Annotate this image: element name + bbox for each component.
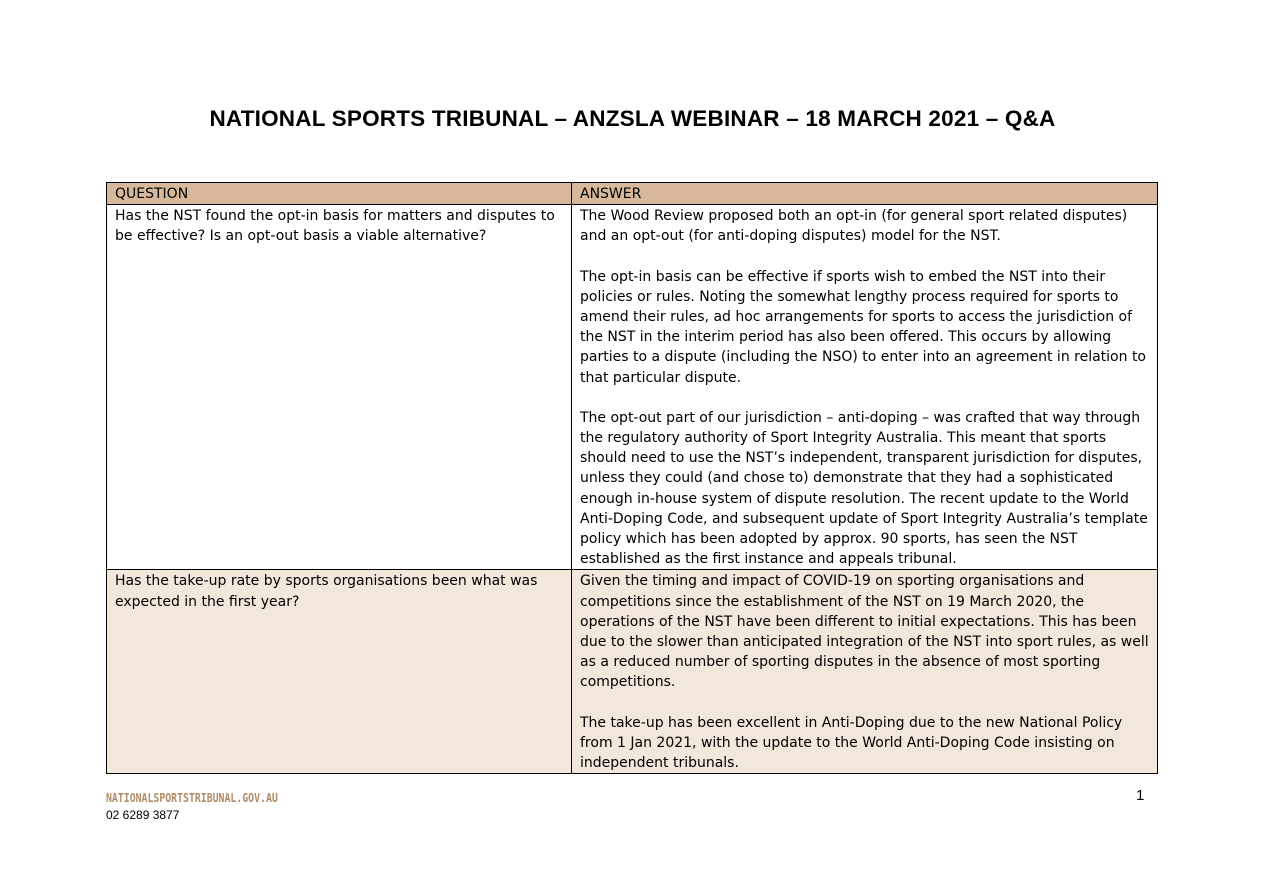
answer-paragraph: The opt-in basis can be effective if sports wish to embed the NST into their policies or rules. Noting the somewhat lengthy process required for sports to amend their rules, ad hoc arrangements for sports to access the jurisdiction of the NST in the interim period has also been offered. This occurs by allowing parties to a dispute (including the NSO) to enter into an agreement in relation to that particular dispute.: [580, 268, 1147, 386]
answer-cell: [572, 205, 1158, 570]
question-column-header: QUESTION: [107, 183, 572, 205]
footer-website: NATIONALSPORTSTRIBUNAL.GOV.AU: [106, 791, 278, 805]
qa-table: [106, 182, 1158, 774]
footer-phone: 02 6289 3877: [106, 808, 180, 822]
answer-paragraph: The Wood Review proposed both an opt-in (for general sport related disputes) and an opt-out (for anti-doping disputes) model for the NST.: [580, 208, 1128, 245]
page-number: 1: [1136, 787, 1145, 804]
answer-paragraph: The take-up has been excellent in Anti-Doping due to the new National Policy from 1 Jan 2021, with the update to the World Anti-Doping Code insisting on independent tribunals.: [580, 714, 1123, 772]
document-title: NATIONAL SPORTS TRIBUNAL – ANZSLA WEBINAR – 18 MARCH 2021 – Q&A: [209, 106, 1056, 131]
table-row: [107, 205, 1158, 570]
table-row: [107, 570, 1158, 774]
answer-paragraph: Given the timing and impact of COVID-19 on sporting organisations and competitions since the establishment of the NST on 19 March 2020, the operations of the NST have been different to initial expectations. This has been due to the slower than anticipated integration of the NST into sport rules, as well as a reduced number of sporting disputes in the absence of most sporting competitions.: [580, 573, 1149, 691]
question-text: Has the NST found the opt-in basis for matters and disputes to be effective? Is an opt-out basis a viable alternative?: [115, 208, 555, 245]
table-header-row: [107, 183, 1158, 205]
question-cell: [107, 570, 572, 774]
answer-column-header: ANSWER: [572, 183, 1158, 205]
question-text: Has the take-up rate by sports organisations been what was expected in the first year?: [115, 573, 538, 610]
answer-paragraph: The opt-out part of our jurisdiction – anti-doping – was crafted that way through the regulatory authority of Sport Integrity Australia. This meant that sports should need to use the NST’s independent, transparent jurisdiction for disputes, unless they could (and chose to) demonstrate that they had a sophisticated enough in-house system of dispute resolution. The recent update to the World Anti-Doping Code, and subsequent update of Sport Integrity Australia’s template policy which has been adopted by approx. 90 sports, has seen the NST established as the first instance and appeals tribunal.: [580, 409, 1148, 568]
answer-cell: [572, 570, 1158, 774]
question-cell: [107, 205, 572, 570]
